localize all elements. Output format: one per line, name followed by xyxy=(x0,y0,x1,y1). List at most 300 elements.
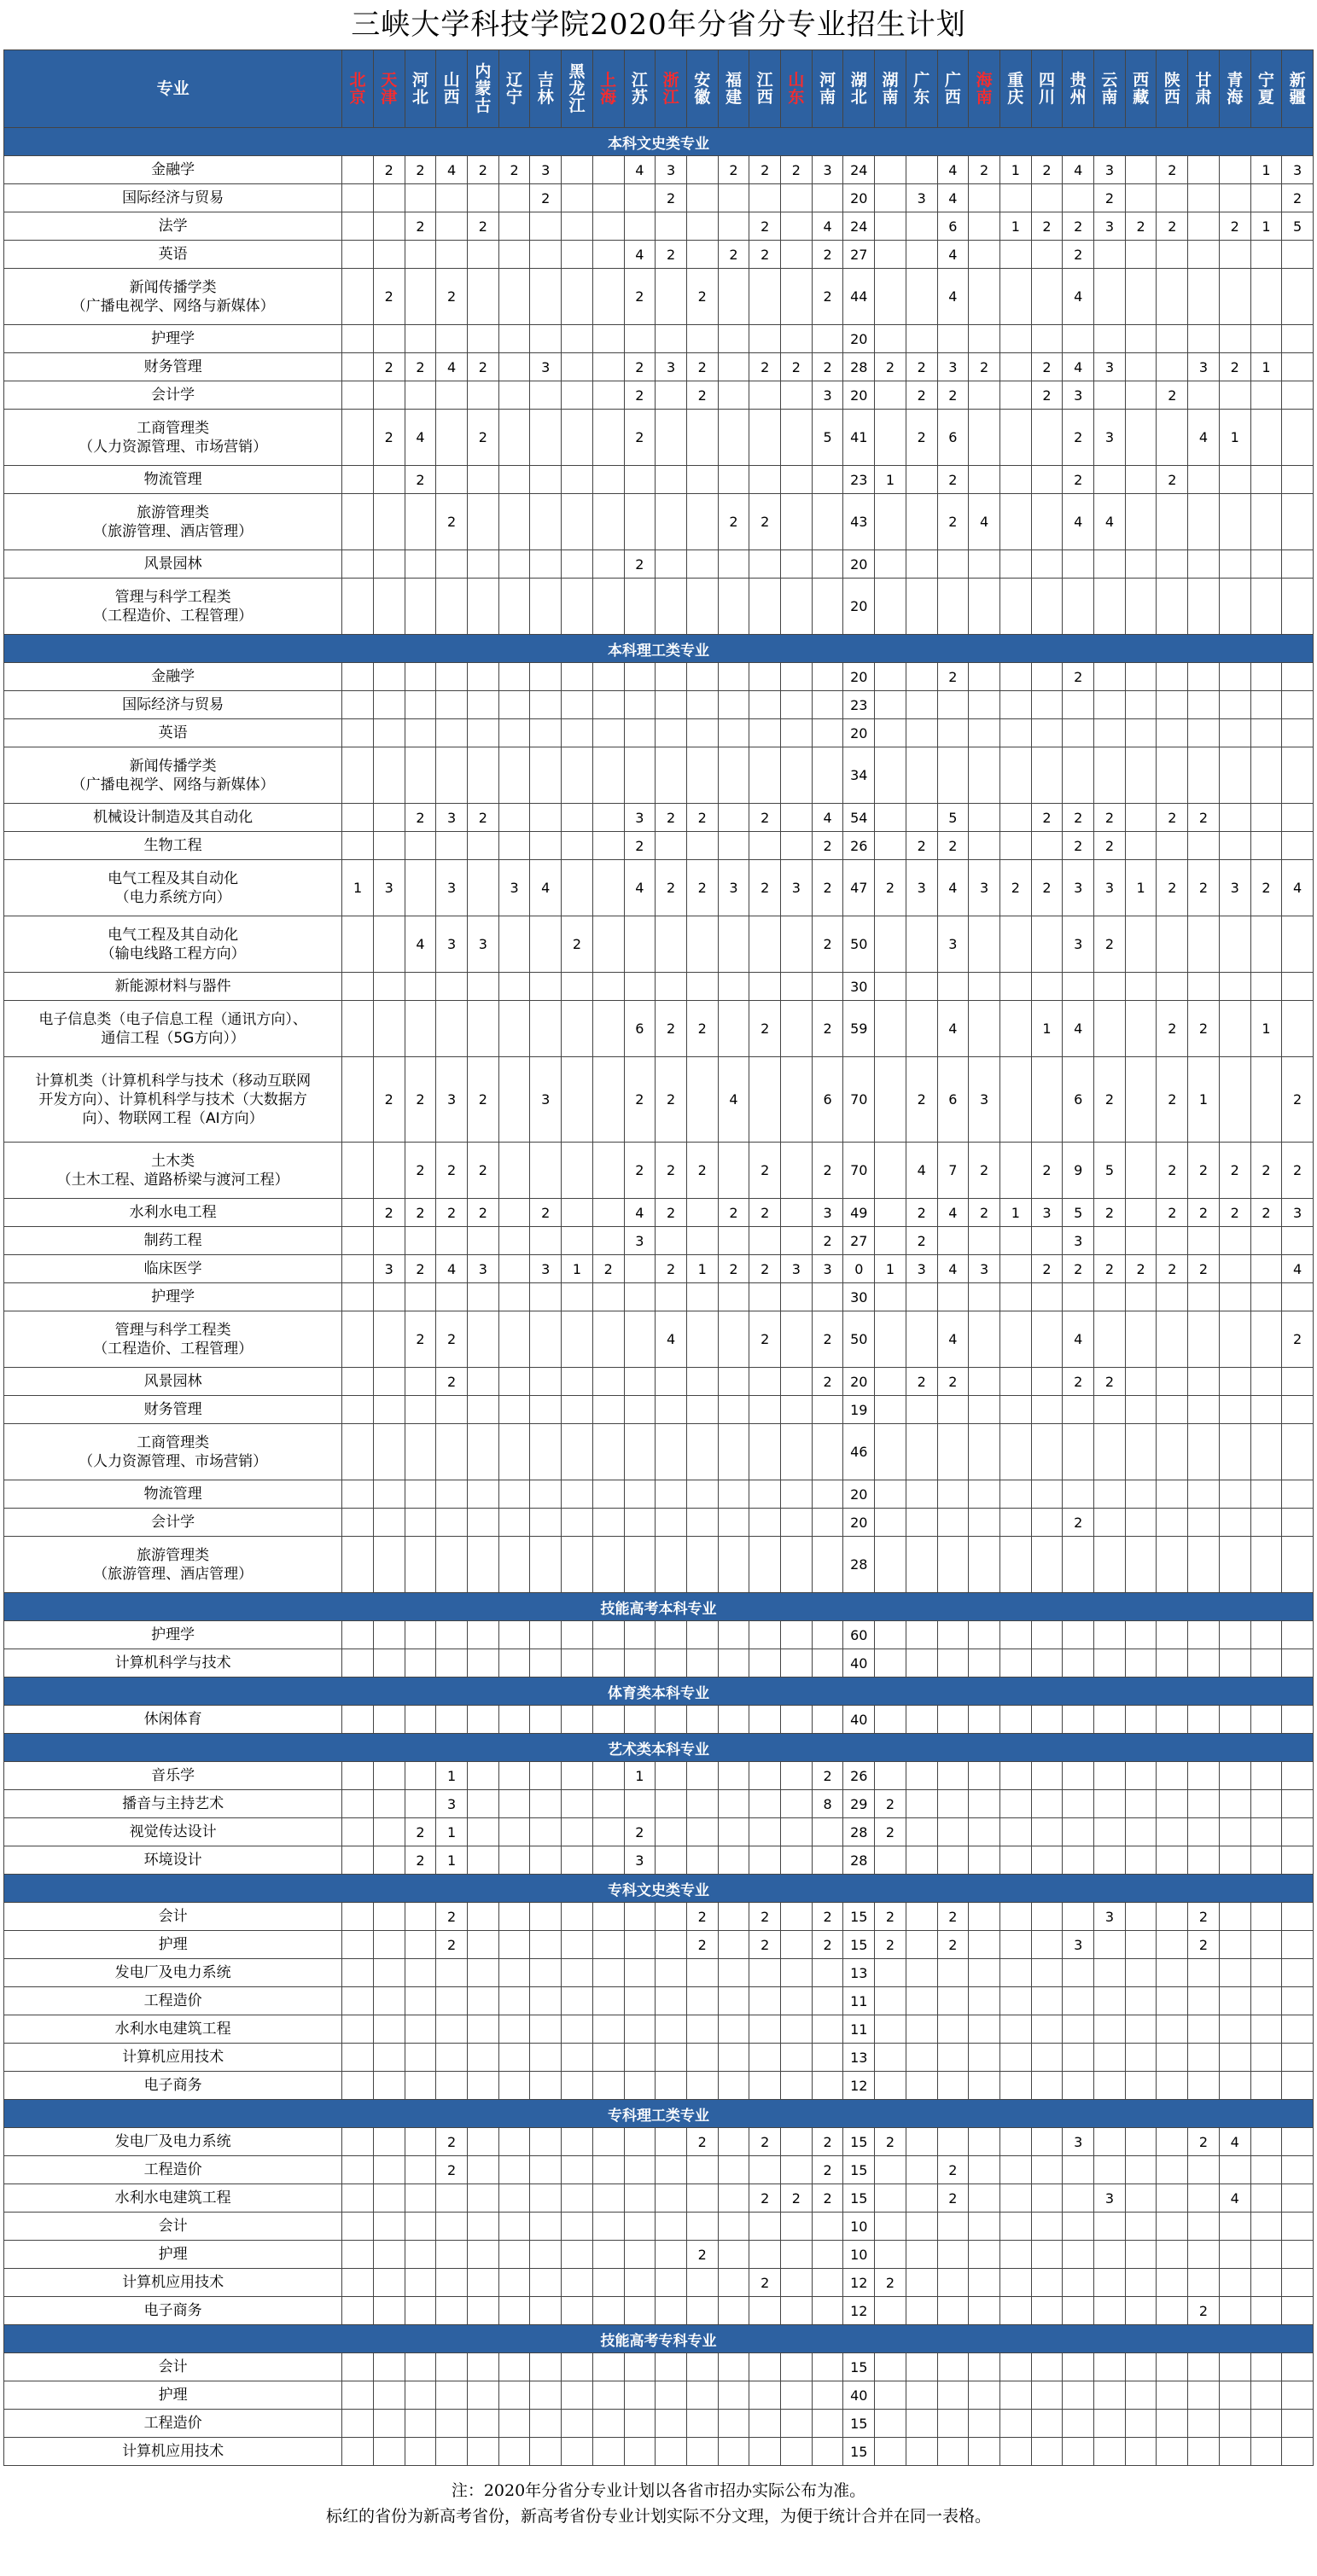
quota-cell xyxy=(718,691,749,719)
quota-cell xyxy=(718,1424,749,1480)
quota-cell xyxy=(749,2297,781,2325)
quota-cell xyxy=(562,494,593,550)
quota-cell xyxy=(1094,1762,1126,1790)
quota-cell xyxy=(906,719,937,747)
quota-cell xyxy=(498,2128,530,2156)
province-name xyxy=(875,72,906,106)
quota-cell xyxy=(906,212,937,241)
quota-cell xyxy=(999,2269,1031,2297)
quota-cell xyxy=(373,1846,405,1875)
province-char: 甘 xyxy=(1195,71,1212,90)
quota-cell xyxy=(875,1480,906,1509)
quota-cell xyxy=(1219,1959,1250,1987)
quota-cell: 2 xyxy=(468,353,499,381)
quota-cell xyxy=(906,2044,937,2072)
quota-cell xyxy=(1125,2269,1157,2297)
quota-cell xyxy=(718,184,749,212)
major-name xyxy=(4,2269,342,2297)
quota-cell xyxy=(781,2381,813,2410)
quota-cell xyxy=(906,1649,937,1678)
quota-cell xyxy=(1282,269,1314,325)
quota-cell: 2 xyxy=(906,832,937,860)
quota-cell: 2 xyxy=(1188,804,1220,832)
table-row xyxy=(4,1509,1314,1537)
quota-cell xyxy=(1094,1649,1126,1678)
quota-cell xyxy=(1282,2044,1314,2072)
quota-cell xyxy=(468,1649,499,1678)
quota-cell xyxy=(592,1903,624,1931)
quota-cell: 4 xyxy=(937,241,969,269)
quota-cell: 1 xyxy=(436,1818,468,1846)
quota-cell xyxy=(749,719,781,747)
province-char: 建 xyxy=(725,88,742,107)
major-name-line: 风景园林 xyxy=(143,555,202,573)
quota-cell: 2 xyxy=(405,804,436,832)
quota-cell: 3 xyxy=(937,916,969,973)
quota-cell xyxy=(1031,1368,1063,1396)
quota-cell xyxy=(342,241,374,269)
quota-cell xyxy=(530,1987,562,2015)
quota-cell xyxy=(718,1509,749,1537)
header-province xyxy=(592,50,624,128)
quota-cell xyxy=(498,2213,530,2241)
quota-cell xyxy=(1282,1818,1314,1846)
table-row xyxy=(4,1001,1314,1057)
quota-cell: 1 xyxy=(342,860,374,916)
quota-cell xyxy=(1094,2156,1126,2184)
quota-cell xyxy=(1250,269,1282,325)
quota-cell xyxy=(781,269,813,325)
quota-cell xyxy=(468,579,499,635)
quota-cell: 3 xyxy=(656,353,687,381)
quota-cell xyxy=(1125,410,1157,466)
quota-cell xyxy=(999,466,1031,494)
quota-cell xyxy=(1125,1227,1157,1255)
quota-cell xyxy=(686,212,718,241)
quota-cell xyxy=(999,832,1031,860)
quota-cell xyxy=(875,1846,906,1875)
quota-cell xyxy=(781,579,813,635)
quota-cell xyxy=(592,1143,624,1199)
quota-cell: 3 xyxy=(373,1255,405,1283)
quota-cell: 2 xyxy=(749,1001,781,1057)
quota-cell: 2 xyxy=(1063,1255,1094,1283)
quota-cell xyxy=(468,1762,499,1790)
quota-cell xyxy=(1250,466,1282,494)
quota-cell xyxy=(1188,663,1220,691)
quota-cell xyxy=(1219,691,1250,719)
quota-cell xyxy=(342,325,374,353)
quota-cell xyxy=(812,719,843,747)
table-row xyxy=(4,2269,1314,2297)
header-major: 专业 xyxy=(4,50,342,128)
quota-cell xyxy=(906,663,937,691)
table-row xyxy=(4,1255,1314,1283)
major-name xyxy=(4,212,342,241)
quota-cell: 2 xyxy=(906,1199,937,1227)
quota-cell: 3 xyxy=(812,381,843,410)
header-province xyxy=(468,50,499,128)
quota-cell: 2 xyxy=(1063,241,1094,269)
quota-cell xyxy=(1219,156,1250,184)
quota-cell: 3 xyxy=(436,1790,468,1818)
quota-cell xyxy=(1282,1762,1314,1790)
quota-cell: 1 xyxy=(999,212,1031,241)
quota-cell xyxy=(1125,1537,1157,1593)
quota-cell xyxy=(656,494,687,550)
quota-cell xyxy=(592,1818,624,1846)
quota-cell xyxy=(436,241,468,269)
quota-cell: 3 xyxy=(373,860,405,916)
quota-cell xyxy=(686,2353,718,2381)
quota-cell xyxy=(781,691,813,719)
quota-cell: 3 xyxy=(1094,156,1126,184)
quota-cell xyxy=(624,1790,656,1818)
quota-cell xyxy=(875,832,906,860)
quota-cell: 4 xyxy=(1188,410,1220,466)
quota-cell xyxy=(749,269,781,325)
quota-cell xyxy=(1094,2072,1126,2100)
quota-cell xyxy=(686,1790,718,1818)
quota-cell xyxy=(498,1987,530,2015)
quota-cell xyxy=(749,1537,781,1593)
quota-cell xyxy=(999,2213,1031,2241)
quota-cell xyxy=(1157,1424,1188,1480)
quota-cell xyxy=(624,2410,656,2438)
quota-cell xyxy=(530,466,562,494)
quota-cell xyxy=(718,1846,749,1875)
quota-cell: 2 xyxy=(436,269,468,325)
quota-cell xyxy=(1031,1480,1063,1509)
quota-cell xyxy=(1282,1001,1314,1057)
quota-cell xyxy=(1157,241,1188,269)
quota-cell xyxy=(999,1001,1031,1057)
quota-cell xyxy=(969,466,1000,494)
quota-cell xyxy=(624,2269,656,2297)
quota-cell xyxy=(342,2213,374,2241)
major-name xyxy=(4,579,342,635)
quota-cell xyxy=(1188,156,1220,184)
quota-cell xyxy=(718,1001,749,1057)
quota-cell xyxy=(781,1227,813,1255)
quota-cell xyxy=(906,691,937,719)
quota-cell xyxy=(342,2297,374,2325)
quota-cell xyxy=(592,2128,624,2156)
quota-cell xyxy=(1031,184,1063,212)
header-province xyxy=(498,50,530,128)
header-province xyxy=(875,50,906,128)
quota-cell xyxy=(906,804,937,832)
quota-cell xyxy=(1031,1762,1063,1790)
quota-cell xyxy=(875,1509,906,1537)
quota-cell xyxy=(1250,2184,1282,2213)
quota-cell xyxy=(562,1818,593,1846)
quota-cell xyxy=(624,2072,656,2100)
table-row xyxy=(4,1762,1314,1790)
quota-cell xyxy=(999,1424,1031,1480)
quota-cell: 3 xyxy=(812,156,843,184)
quota-cell xyxy=(718,1143,749,1199)
quota-cell: 54 xyxy=(843,804,875,832)
major-name xyxy=(4,2410,342,2438)
quota-cell: 40 xyxy=(843,1649,875,1678)
quota-cell xyxy=(592,1001,624,1057)
quota-cell: 3 xyxy=(718,860,749,916)
quota-cell xyxy=(1031,579,1063,635)
quota-cell xyxy=(969,1001,1000,1057)
header-province xyxy=(624,50,656,128)
table-row xyxy=(4,1649,1314,1678)
quota-cell xyxy=(969,2044,1000,2072)
major-name-line: 国际经济与贸易 xyxy=(122,696,224,713)
quota-cell: 2 xyxy=(749,1931,781,1959)
province-name xyxy=(405,72,436,106)
quota-cell xyxy=(592,2297,624,2325)
quota-cell xyxy=(1219,2213,1250,2241)
quota-cell xyxy=(875,325,906,353)
quota-cell: 1 xyxy=(1250,1001,1282,1057)
quota-cell xyxy=(875,212,906,241)
major-name-line: 电气工程及其自动化 xyxy=(108,926,239,944)
quota-cell xyxy=(373,1931,405,1959)
quota-cell xyxy=(999,2044,1031,2072)
quota-cell: 2 xyxy=(530,1199,562,1227)
quota-cell xyxy=(1250,691,1282,719)
province-char: 重 xyxy=(1007,71,1024,90)
province-char: 江 xyxy=(756,71,773,90)
quota-cell xyxy=(937,1424,969,1480)
quota-cell: 2 xyxy=(1188,1001,1220,1057)
quota-cell xyxy=(937,1649,969,1678)
quota-cell xyxy=(906,973,937,1001)
quota-cell xyxy=(342,2410,374,2438)
quota-cell xyxy=(624,1903,656,1931)
quota-cell xyxy=(342,1199,374,1227)
quota-cell xyxy=(999,1931,1031,1959)
quota-cell xyxy=(1188,212,1220,241)
section-row xyxy=(4,1593,1314,1621)
quota-cell xyxy=(937,2297,969,2325)
quota-cell xyxy=(656,1846,687,1875)
quota-cell xyxy=(1282,353,1314,381)
quota-cell xyxy=(342,2269,374,2297)
quota-cell xyxy=(875,550,906,579)
quota-cell xyxy=(749,1509,781,1537)
quota-cell: 40 xyxy=(843,1706,875,1734)
quota-cell xyxy=(373,1959,405,1987)
quota-cell xyxy=(562,1959,593,1987)
quota-cell xyxy=(1282,2156,1314,2184)
quota-cell xyxy=(1282,1480,1314,1509)
province-name xyxy=(656,72,686,106)
quota-cell: 2 xyxy=(1250,1199,1282,1227)
quota-cell: 3 xyxy=(624,1227,656,1255)
quota-cell xyxy=(592,156,624,184)
quota-cell: 2 xyxy=(1157,466,1188,494)
quota-cell xyxy=(624,1283,656,1311)
major-name xyxy=(4,1846,342,1875)
quota-cell xyxy=(1031,494,1063,550)
quota-cell xyxy=(1157,1706,1188,1734)
quota-cell xyxy=(1094,2381,1126,2410)
quota-cell xyxy=(405,325,436,353)
quota-cell xyxy=(686,1649,718,1678)
quota-cell xyxy=(498,1846,530,1875)
quota-cell xyxy=(405,1621,436,1649)
quota-cell xyxy=(342,1283,374,1311)
quota-cell xyxy=(498,1001,530,1057)
quota-cell xyxy=(969,2353,1000,2381)
quota-cell xyxy=(686,916,718,973)
quota-cell xyxy=(1094,719,1126,747)
quota-cell xyxy=(592,1621,624,1649)
quota-cell xyxy=(999,1762,1031,1790)
quota-cell xyxy=(530,325,562,353)
quota-cell xyxy=(686,550,718,579)
quota-cell xyxy=(1063,1762,1094,1790)
quota-cell: 3 xyxy=(781,1255,813,1283)
quota-cell xyxy=(1125,663,1157,691)
quota-cell xyxy=(592,1227,624,1255)
quota-cell xyxy=(530,1959,562,1987)
quota-cell: 3 xyxy=(781,860,813,916)
quota-cell xyxy=(530,579,562,635)
major-name-line: 电子信息类（电子信息工程（通讯方向）、 xyxy=(38,1010,307,1028)
quota-cell xyxy=(1219,1903,1250,1931)
quota-cell xyxy=(1282,241,1314,269)
quota-cell xyxy=(1063,2438,1094,2466)
quota-cell xyxy=(468,2410,499,2438)
quota-cell xyxy=(592,241,624,269)
province-char: 湖 xyxy=(850,71,867,90)
quota-cell xyxy=(530,2128,562,2156)
quota-cell xyxy=(1282,325,1314,353)
quota-cell xyxy=(530,1001,562,1057)
quota-cell xyxy=(1125,691,1157,719)
quota-cell: 2 xyxy=(624,550,656,579)
quota-cell xyxy=(1031,1057,1063,1143)
quota-cell xyxy=(1063,691,1094,719)
quota-cell xyxy=(1250,2128,1282,2156)
quota-cell xyxy=(718,1762,749,1790)
quota-cell xyxy=(969,381,1000,410)
quota-cell xyxy=(1157,325,1188,353)
major-name-line: 会计 xyxy=(158,1908,188,1925)
quota-cell xyxy=(1031,1283,1063,1311)
major-name xyxy=(4,2438,342,2466)
quota-cell xyxy=(1157,1762,1188,1790)
quota-cell xyxy=(373,916,405,973)
quota-cell xyxy=(405,691,436,719)
province-char: 黑 xyxy=(568,62,586,81)
major-name xyxy=(4,973,342,1001)
major-name xyxy=(4,691,342,719)
quota-cell xyxy=(1125,2297,1157,2325)
header-province xyxy=(1188,50,1220,128)
major-name-line: 护理学 xyxy=(151,330,195,347)
quota-cell xyxy=(592,466,624,494)
quota-cell xyxy=(498,2044,530,2072)
quota-cell: 2 xyxy=(656,804,687,832)
quota-cell xyxy=(999,2156,1031,2184)
quota-cell xyxy=(999,2128,1031,2156)
quota-cell xyxy=(969,719,1000,747)
quota-cell xyxy=(436,466,468,494)
quota-cell xyxy=(656,719,687,747)
quota-cell xyxy=(1219,1818,1250,1846)
quota-cell xyxy=(468,184,499,212)
province-char: 上 xyxy=(600,71,617,90)
quota-cell xyxy=(530,1537,562,1593)
quota-cell xyxy=(624,2015,656,2044)
quota-cell xyxy=(656,1903,687,1931)
quota-cell: 2 xyxy=(405,1311,436,1368)
quota-cell: 2 xyxy=(656,1255,687,1283)
quota-cell xyxy=(562,1396,593,1424)
quota-cell xyxy=(1125,2438,1157,2466)
quota-cell xyxy=(530,1818,562,1846)
table-row xyxy=(4,747,1314,804)
header-province xyxy=(530,50,562,128)
quota-cell: 2 xyxy=(1094,1255,1126,1283)
quota-cell xyxy=(1250,2015,1282,2044)
quota-cell xyxy=(342,579,374,635)
quota-cell xyxy=(656,1931,687,1959)
quota-cell xyxy=(468,1001,499,1057)
quota-cell: 4 xyxy=(1063,494,1094,550)
quota-cell: 2 xyxy=(812,241,843,269)
quota-cell xyxy=(875,2297,906,2325)
quota-cell xyxy=(405,381,436,410)
quota-cell xyxy=(436,2213,468,2241)
quota-cell xyxy=(405,2269,436,2297)
quota-cell xyxy=(1094,325,1126,353)
quota-cell xyxy=(718,1987,749,2015)
quota-cell xyxy=(592,1846,624,1875)
quota-cell xyxy=(342,1424,374,1480)
quota-cell xyxy=(656,1649,687,1678)
quota-cell xyxy=(592,2184,624,2213)
quota-cell xyxy=(1219,1509,1250,1537)
quota-cell xyxy=(468,2156,499,2184)
quota-cell xyxy=(405,832,436,860)
quota-cell xyxy=(1282,2184,1314,2213)
quota-cell xyxy=(1219,916,1250,973)
quota-cell xyxy=(624,2156,656,2184)
province-char: 海 xyxy=(1227,88,1244,107)
quota-cell xyxy=(342,1311,374,1368)
major-name-line: 电子商务 xyxy=(143,2302,202,2319)
quota-cell xyxy=(875,184,906,212)
quota-cell xyxy=(937,2044,969,2072)
quota-cell xyxy=(436,719,468,747)
province-char: 西 xyxy=(1133,71,1150,90)
major-name xyxy=(4,550,342,579)
quota-cell xyxy=(1157,1649,1188,1678)
major-name-line: （广播电视学、网络与新媒体） xyxy=(71,776,275,794)
table-body xyxy=(4,128,1314,2466)
quota-cell: 4 xyxy=(656,1311,687,1368)
quota-cell xyxy=(1125,2156,1157,2184)
quota-cell xyxy=(1219,663,1250,691)
quota-cell xyxy=(1219,2072,1250,2100)
quota-cell xyxy=(624,1509,656,1537)
quota-cell xyxy=(1031,2044,1063,2072)
quota-cell xyxy=(969,2297,1000,2325)
quota-cell xyxy=(718,1283,749,1311)
quota-cell xyxy=(749,1396,781,1424)
table-row xyxy=(4,2438,1314,2466)
